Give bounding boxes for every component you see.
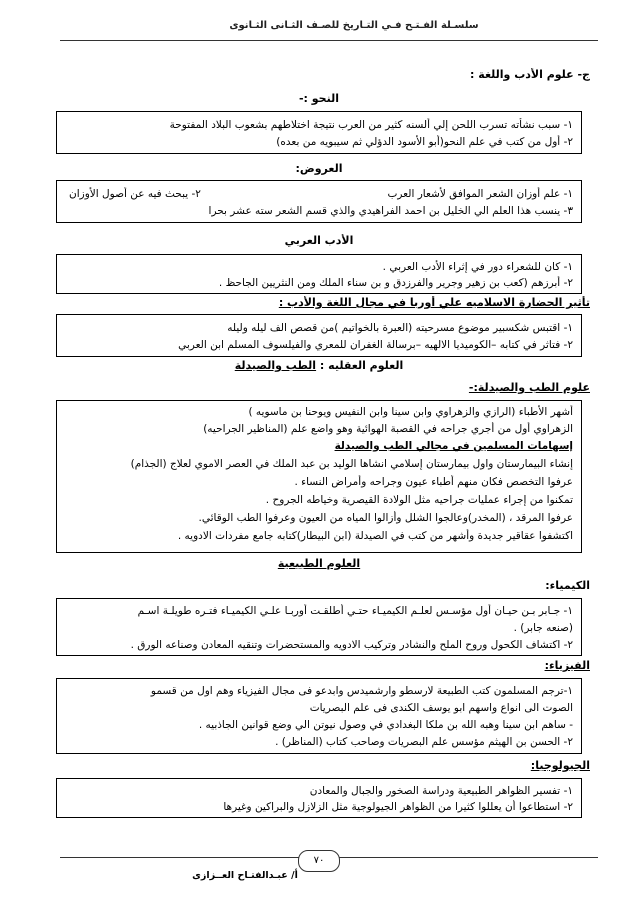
arud-item-2: ٢- يبحث فيه عن أصول الأوزان [69, 188, 201, 200]
arud-heading: العروض: [295, 162, 343, 175]
contrib-heading: إسهامات المسلمين في مجالي الطب والصيدلة [334, 440, 573, 452]
medicine-famous: أشهر الأطباء (الرازي والزهراوي وابن سينا وابن النفيس ويوحنا بن ماسويه ) [248, 406, 573, 418]
influence-item-2: ٢- فتاثر في كتابه –الكوميديا الالهيه –برسالة الغفران للمعري والفيلسوف المسلم ابن العربي [178, 339, 573, 351]
adab-heading: الأدب العربي [284, 234, 354, 247]
arud-item-1: ١- علم أوزان الشعر الموافق لأشعار العرب [387, 188, 573, 200]
adab-item-1: ١- كان للشعراء دور في إثراء الأدب العربي . [382, 261, 573, 273]
influence-box [56, 314, 582, 357]
phys-heading: الفيزياء: [544, 659, 590, 672]
geo-heading: الجيولوجيا: [530, 759, 590, 772]
chem-box [56, 598, 582, 656]
aqliya-heading-b: الطب والصيدلة [234, 359, 317, 372]
section-title: ج- علوم الأدب واللغة : [470, 68, 590, 81]
author: أ/ عبـدالفتـاح العــزازى [192, 870, 298, 881]
aqliya-heading [48, 359, 590, 373]
influence-heading: تأثير الحضارة الاسلاميه علي أوربا في مجال اللغة والأدب : [278, 296, 590, 309]
series-header: سلسـلة الفـتـح فـي التـاريخ للصـف الثـانى الثـانوى [229, 20, 479, 31]
chem-item-1: ١- جـابر بـن حيـان أول مؤسـس لعلـم الكيميـاء حتـي أطلقـت أوربـا علـي الكيميـاء فتـره طويلـة اسـم [137, 605, 573, 617]
phys-item-1: ١-ترجم المسلمون كتب الطبيعة لارسطو وارشميدس وابدعو فى مجال الفيزياء وهم اول من قسمو [150, 685, 573, 697]
contrib-item-1: إنشاء البيمارستان واول بيمارستان إسلامي انشاها الوليد بن عبد الملك في العصر الاموي لعلاج (الجذام) [130, 458, 573, 470]
medicine-zahrawi: الزهراوي أول من أجري جراحه في القصبة الهوائية وهو واضع علم (المناظير الجراحيه) [203, 423, 573, 435]
geo-item-1: ١- تفسير الظواهر الطبيعية ودراسة الصخور والجبال والمعادن [309, 785, 573, 797]
chem-heading: الكيمياء: [545, 579, 590, 592]
aqliya-heading-a: العلوم العقليه [328, 359, 404, 372]
medicine-heading: علوم الطب والصيدلة:- [468, 381, 590, 394]
page-number: ٧٠ [298, 850, 340, 872]
chem-item-1-cont: (صنعه جابر) . [513, 622, 573, 634]
nahw-item-2: ٢- أول من كتب في علم النحو(أبو الأسود الدؤلي ثم سيبويه من بعده) [276, 136, 573, 148]
arud-item-3: ٣- ينسب هذا العلم الي الخليل بن احمد الفراهيدي والذي قسم الشعر سته عشر بحرا [208, 205, 573, 217]
nahw-box [56, 111, 582, 154]
nahw-heading: النحو :- [298, 92, 339, 105]
adab-item-2: ٢- أبرزهم (كعب بن زهير وجرير والفرزدق و بن سناء الملك ومن النثريين الجاحظ . [218, 277, 573, 289]
contrib-item-3: تمكنوا من إجراء عمليات جراحيه مثل الولادة القيصرية وخياطه الجروح . [265, 494, 573, 506]
arud-box [56, 180, 582, 223]
contrib-item-4: عرفوا المرقد ، (المخدر)وعالجوا الشلل وأزالوا المياه من العيون وعرفوا الطب الوقائي. [198, 512, 573, 524]
natural-heading: العلوم الطبيعية [277, 557, 361, 570]
medicine-box [56, 400, 582, 553]
phys-box [56, 678, 582, 754]
header-divider [60, 40, 598, 41]
influence-item-1: ١- اقتبس شكسبير موضوع مسرحيته (العبرة بالخواتيم )من قصص الف ليله وليله [227, 322, 573, 334]
phys-item-2: - ساهم ابن سينا وهبه الله بن ملكا البغدادي في وصول نيوتن الي وضع قوانين الجاذبيه . [198, 719, 573, 731]
phys-item-3: ٢- الحسن بن الهيثم مؤسس علم البصريات وصاحب كتاب (المناظر) . [275, 736, 573, 748]
aqliya-heading-sep: : [319, 359, 325, 372]
adab-box [56, 254, 582, 294]
phys-item-1-cont: الصوت الى انواع واسهم ابو يوسف الكندى فى علم البصريات [309, 702, 573, 714]
contrib-item-2: عرفوا التخصص فكان منهم أطباء عيون وجراحه وأمراض النساء . [294, 476, 573, 488]
geo-item-2: ٢- استطاعوا أن يعللوا كثيرا من الظواهر الجيولوجية مثل الزلازل والبراكين وغيرها [223, 801, 573, 813]
geo-box [56, 778, 582, 818]
nahw-item-1: ١- سبب نشأته تسرب اللحن إلي ألسنه كثير من العرب نتيجة اختلاطهم بشعوب البلاد المفتوحة [169, 119, 573, 131]
chem-item-2: ٢- اكتشاف الكحول وروح الملح والنشادر وتركيب الادويه والمستحضرات وتنقيه المعادن وصناعه الورق . [130, 639, 573, 651]
contrib-item-5: اكتشفوا عقاقير جديدة وأشهر من كتب في الصيدلة (ابن البيطار)كتابه جامع مفردات الادويه . [177, 530, 573, 542]
